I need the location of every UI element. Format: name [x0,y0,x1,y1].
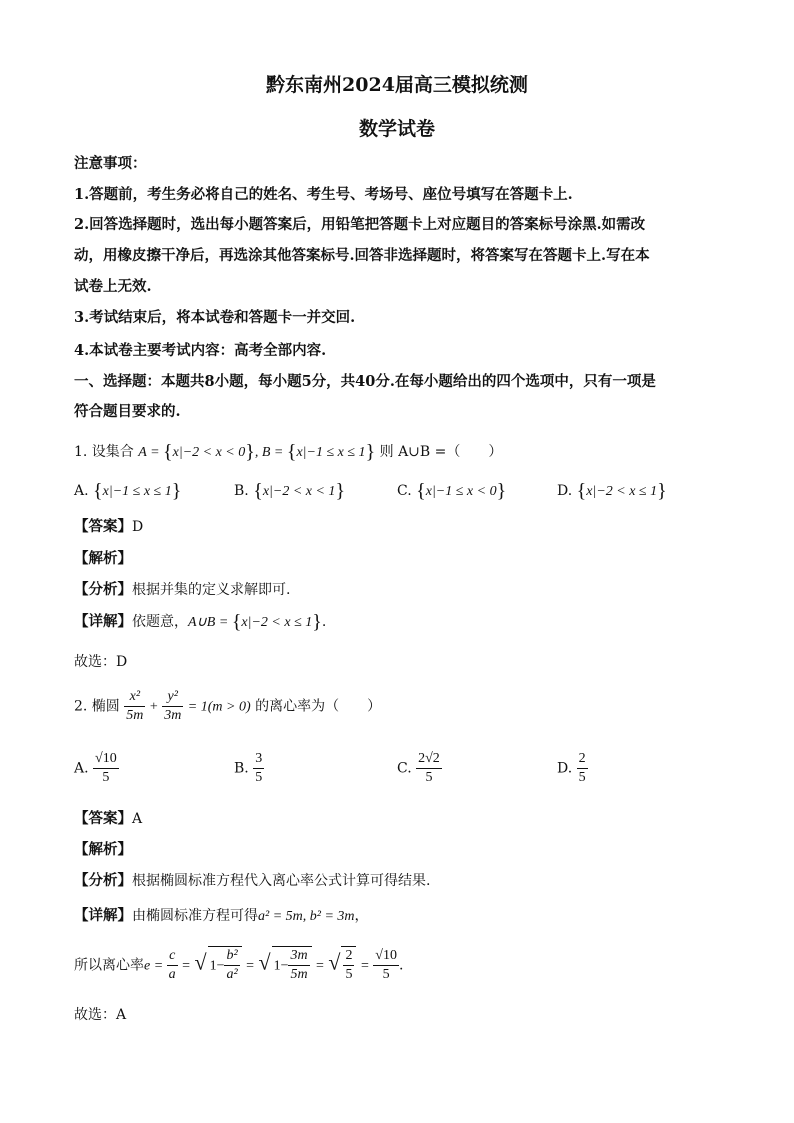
question-2-stem: 2. 椭圆 $\frac{\text{x²}}{5m}$ + $\frac{\text{y²}}{3m}$ = 1(m > 0) 的离心率为（ ） [74,689,382,723]
q1-suffix: 则 A∪B =（ ） [379,444,503,460]
q1-option-d: D. {x|−2 < x ≤ 1} [557,480,667,502]
q2-option-c: C. $\frac{2√2}{5}$ [397,751,440,785]
q2-option-d: D. $\frac{2}{5}$ [557,751,586,785]
q2-answer-value: A [132,811,143,827]
q2-final: 故选：A [74,1007,127,1023]
q2-option-a: A. $\frac{√10}{5}$ [74,751,117,785]
notice-item-2-line1: 2.回答选择题时，选出每小题答案后，用铅笔把答题卡上对应题目的答案标号涂黑.如需改 [74,216,646,233]
q2-analysis-tag: 【解析】 [74,841,132,858]
q1-option-b-body: x|−2 < x < 1 [262,484,336,499]
q2-prefix: 2. 椭圆 [74,698,120,715]
q1-option-a: A. {x|−1 ≤ x ≤ 1} [74,480,182,502]
q1-analysis-tag: 【解析】 [74,550,132,567]
q1-set-a-body: x|−2 < x < 0 [172,445,246,460]
q1-option-c: C. {x|−1 ≤ x < 0} [397,480,507,502]
q1-set-b-body: x|−1 ≤ x ≤ 1 [296,445,366,460]
notice-item-2-line2: 动，用橡皮擦干净后，再选涂其他答案标号.回答非选择题时，将答案写在答题卡上.写在本 [74,247,650,264]
q1-option-a-body: x|−1 ≤ x ≤ 1 [102,484,172,499]
question-1-stem: 1. 设集合 A = {x|−2 < x < 0}, B = {x|−1 ≤ x ≤ 1} 则 A∪B =（ ） [74,441,503,463]
q1-option-d-body: x|−2 < x ≤ 1 [586,484,658,499]
q1-answer: 【答案】D [74,518,144,535]
section-heading-line1: 一、选择题：本题共8小题，每小题5分，共40分.在每小题给出的四个选项中，只有一项是 [74,373,656,390]
q1-set-a-label: A = [138,445,164,460]
q1-set-b-label: , B = [254,445,287,460]
q1-final: 故选：D [74,654,128,670]
notice-item-3: 3.考试结束后，将本试卷和答题卡一并交回. [74,309,356,326]
notice-item-1: 1.答题前，考生务必将自己的姓名、考生号、考场号、座位号填写在答题卡上. [74,186,573,203]
q1-fenxi: 【分析】根据并集的定义求解即可. [74,581,291,598]
notice-heading: 注意事项： [74,155,147,172]
q1-prefix: 1. 设集合 [74,444,134,460]
q2-answer: 【答案】A [74,810,143,827]
q2-fenxi: 【分析】根据椭圆标准方程代入离心率公式计算可得结果. [74,872,431,889]
notice-item-4: 4.本试卷主要考试内容：高考全部内容. [74,342,327,359]
q1-detail: 【详解】依题意，A∪B = {x|−2 < x ≤ 1}. [74,611,327,633]
page-title: 黔东南州2024届高三模拟统测 [266,74,528,96]
q1-option-b: B. {x|−2 < x < 1} [234,480,346,502]
notice-item-2-line3: 试卷上无效. [74,278,152,295]
q2-option-b: B. $\frac{3}{5}$ [234,751,263,785]
q2-detail: 【详解】由椭圆标准方程可得a² = 5m, b² = 3m， [74,907,369,924]
q1-answer-value: D [132,519,144,535]
section-heading-line2: 符合题目要求的. [74,403,181,420]
page-subtitle: 数学试卷 [358,118,435,140]
q2-eccentricity-formula: 所以离心率e = $\frac{c}{a}$ = √ 1− $\frac{\text{b²}}{\text{a²}}$ = √ 1− $\frac{3m}{5m}$ = √ $\frac{2}{5}$ = $\frac{√10}{5}$ . [74,948,404,982]
q1-option-c-body: x|−1 ≤ x < 0 [425,484,497,499]
